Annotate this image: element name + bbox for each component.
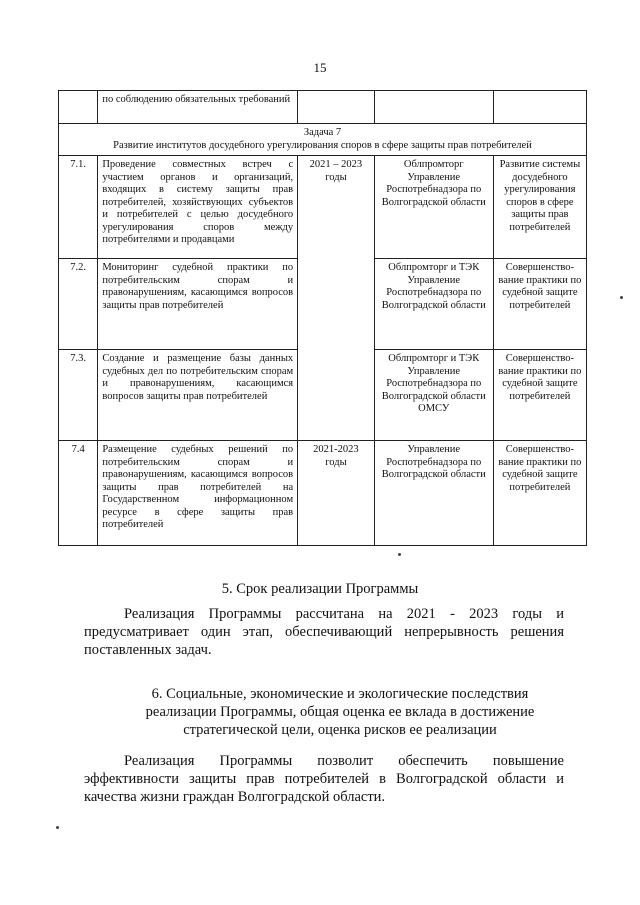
row-number: 7.1. <box>59 156 98 259</box>
section6-heading: 6. Социальные, экономические и экологические последствия реализации Программы, общая оценка ее вклада в достижение стратегической цели, оценка рисков ее реализации <box>145 686 535 738</box>
activity-cell: Создание и размещение базы данных судебных дел по потребительским спорам и правонарушениям, касающимся вопросов защиты прав потребителей <box>98 350 298 441</box>
activity-cell: Мониторинг судебной практики по потребительским спорам и правонарушениям, касающимся вопросов защиты прав потребителей <box>98 259 298 350</box>
section6-text <box>84 752 564 806</box>
table-row <box>59 441 587 546</box>
executor-cell: Облпромторг и ТЭК Управление Роспотребнадзора по Волгоградской области ОМСУ <box>374 350 493 441</box>
executor-cell: Облпромторг Управление Роспотребнадзора по Волгоградской области <box>374 156 493 259</box>
result-cell: Совершенство-вание практики по судебной защите потребителей <box>493 259 586 350</box>
term-cell <box>298 350 375 441</box>
table-row <box>59 156 587 259</box>
section5-paragraph: Реализация Программы рассчитана на 2021 - 2023 годы и предусматривает один этап, обеспечивающий непрерывность решения поставленных задач. <box>84 606 564 658</box>
term-cell: 2021 – 2023 годы <box>298 156 375 259</box>
row-number: 7.4 <box>59 441 98 546</box>
term-cell <box>298 259 375 350</box>
row-number: 7.3. <box>59 350 98 441</box>
section5-text <box>84 605 564 659</box>
section6-paragraph: Реализация Программы позволит обеспечить повышение эффективности защиты прав потребителей в Волгоградской области и качества жизни граждан Волгоградской области. <box>84 753 564 805</box>
executor-cell: Облпромторг и ТЭК Управление Роспотребнадзора по Волгоградской области <box>374 259 493 350</box>
activity-cell: Размещение судебных решений по потребительским спорам и правонарушениям, касающимся вопросов защиты прав потребителей на Государственном информационном ресурсе в сфере защиты прав потребителей <box>98 441 298 546</box>
table-row <box>59 259 587 350</box>
result-cell: Развитие системы досудебного урегулирования споров в сфере защиты прав потребителей <box>493 156 586 259</box>
table-row <box>59 350 587 441</box>
page-number: 15 <box>313 60 327 75</box>
term-cell: 2021-2023 годы <box>298 441 375 546</box>
result-cell: Совершенство-вание практики по судебной защите потребителей <box>493 350 586 441</box>
table-row <box>59 91 587 124</box>
section5-heading: 5. Срок реализации Программы <box>221 581 419 597</box>
scan-speck <box>620 296 623 299</box>
task-title: Задача 7 <box>303 127 342 138</box>
activity-cell: Проведение совместных встреч с участием органов и организаций, входящих в систему защиты прав потребителей, хозяйствующих субъектов и потребителей с целью досудебного урегулирования споров между потребителями и продавцами <box>98 156 298 259</box>
activity-cell: по соблюдению обязательных требований <box>98 91 298 124</box>
task-header-row <box>59 124 587 156</box>
result-cell: Совершенство-вание практики по судебной защите потребителей <box>493 441 586 546</box>
executor-cell: Управление Роспотребнадзора по Волгоградской области <box>374 441 493 546</box>
row-number: 7.2. <box>59 259 98 350</box>
scan-speck <box>56 826 59 829</box>
scan-speck <box>398 553 401 556</box>
task-subtitle: Развитие институтов досудебного урегулирования споров в сфере защиты прав потребителей <box>113 139 532 151</box>
program-table <box>58 90 587 546</box>
